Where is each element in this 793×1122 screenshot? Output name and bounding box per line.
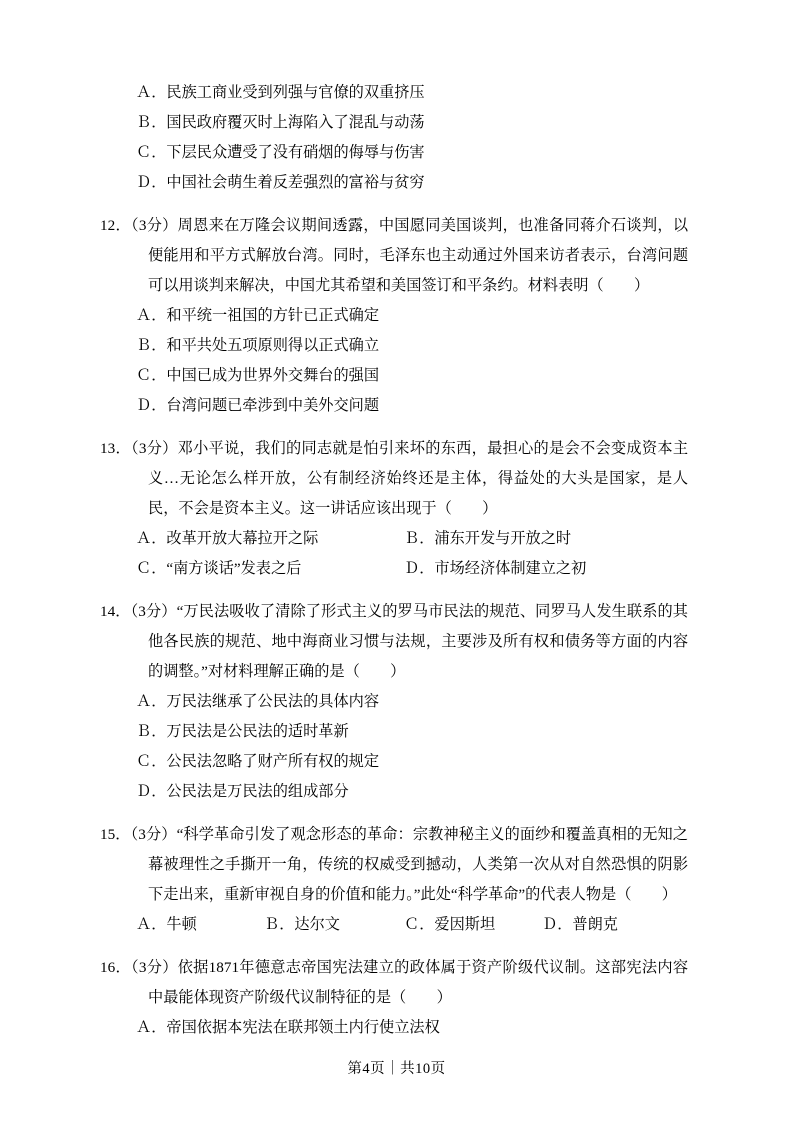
question-text: 周恩来在万隆会议期间透露，中国愿同美国谈判，也准备同蒋介石谈判，以便能用和平方式解放台湾。同时，毛泽东也主动通过外国来访者表示，台湾问题可以用谈判来解决，中国尤其希望和美国签订和平条约。材料表明（ ） <box>148 217 689 294</box>
option-item: Ｄ．公民法是万民法的组成部分 <box>136 783 349 800</box>
option-item: Ｄ．市场经济体制建立之初 <box>404 560 587 577</box>
option-item: Ａ．改革开放大幕拉开之际 <box>136 530 319 547</box>
question-score: （3分） <box>130 440 178 457</box>
option-row <box>100 910 688 940</box>
question-score: （3分） <box>130 603 177 620</box>
option-item: Ｂ．万民法是公民法的适时革新 <box>136 723 349 740</box>
option-item: Ｂ．国民政府覆灭时上海陷入了混乱与动荡 <box>136 114 425 131</box>
question-stem <box>100 211 688 301</box>
question-block-12 <box>100 211 688 421</box>
page-footer: 第4页｜共10页 <box>347 1061 446 1077</box>
option-item: Ｃ．“南方谈话”发表之后 <box>136 560 302 577</box>
option-item: Ｂ．达尔文 <box>264 916 340 933</box>
question-score: （3分） <box>130 826 177 843</box>
question-block-14 <box>100 597 688 807</box>
option-item: Ｄ．普朗克 <box>542 916 618 933</box>
option-list <box>100 524 688 584</box>
question-score: （3分） <box>130 217 178 234</box>
option-item: Ｃ．下层民众遭受了没有硝烟的侮辱与伤害 <box>136 144 425 161</box>
question-text: “科学革命引发了观念形态的革命：宗教神秘主义的面纱和覆盖真相的无知之幕被理性之手撕开一角，传统的权威受到撼动，人类第一次从对自然恐惧的阴影下走出来，重新审视自身的价值和能力。”此处“科学革命”的代表人物是（ ） <box>148 826 688 903</box>
option-list <box>100 78 688 198</box>
question-number: 12． <box>100 217 131 234</box>
question-number: 16． <box>100 959 131 976</box>
question-text: 邓小平说，我们的同志就是怕引来坏的东西，最担心的是会不会变成资本主义…无论怎么样开放，公有制经济始终还是主体，得益处的大头是国家，是人民，不会是资本主义。这一讲话应该出现于（ ） <box>148 440 689 517</box>
option-list <box>100 910 688 940</box>
question-number: 14． <box>100 603 131 620</box>
question-block-15 <box>100 820 688 940</box>
option-item: Ａ．和平统一祖国的方针已正式确定 <box>136 307 379 324</box>
option-item: Ａ．帝国依据本宪法在联邦领土内行使立法权 <box>136 1019 440 1036</box>
question-text: “万民法吸收了清除了形式主义的罗马市民法的规范、同罗马人发生联系的其他各民族的规范、地中海商业习惯与法规，主要涉及所有权和债务等方面的内容的调整。”对材料理解正确的是（ ） <box>148 603 688 680</box>
option-item: Ａ．牛顿 <box>136 916 197 933</box>
question-block-16 <box>100 953 688 1043</box>
option-row <box>100 524 688 554</box>
question-stem <box>100 953 688 1013</box>
option-item: Ｃ．公民法忽略了财产所有权的规定 <box>136 753 379 770</box>
option-row <box>100 554 688 584</box>
option-item: Ａ．民族工商业受到列强与官僚的双重挤压 <box>136 84 425 101</box>
option-item: Ｄ．中国社会萌生着反差强烈的富裕与贫穷 <box>136 174 425 191</box>
option-item: Ｄ．台湾问题已牵涉到中美外交问题 <box>136 397 379 414</box>
question-stem <box>100 434 688 524</box>
question-score: （3分） <box>130 959 178 976</box>
option-item: Ｂ．浦东开发与开放之时 <box>404 530 572 547</box>
option-item: Ａ．万民法继承了公民法的具体内容 <box>136 693 379 710</box>
question-text: 依据1871年德意志帝国宪法建立的政体属于资产阶级代议制。这部宪法内容中最能体现资产阶级代议制特征的是（ ） <box>148 959 689 1006</box>
question-stem <box>100 597 688 687</box>
question-stem <box>100 820 688 910</box>
question-number: 15． <box>100 826 131 843</box>
option-list <box>100 687 688 807</box>
question-block-13 <box>100 434 688 584</box>
option-list <box>100 1013 688 1043</box>
option-item: Ｃ．爱因斯坦 <box>404 916 496 933</box>
question-block-11-options <box>100 78 688 198</box>
option-item: Ｂ．和平共处五项原则得以正式确立 <box>136 337 379 354</box>
question-number: 13． <box>100 440 131 457</box>
option-item: Ｃ．中国已成为世界外交舞台的强国 <box>136 367 379 384</box>
option-list <box>100 301 688 421</box>
